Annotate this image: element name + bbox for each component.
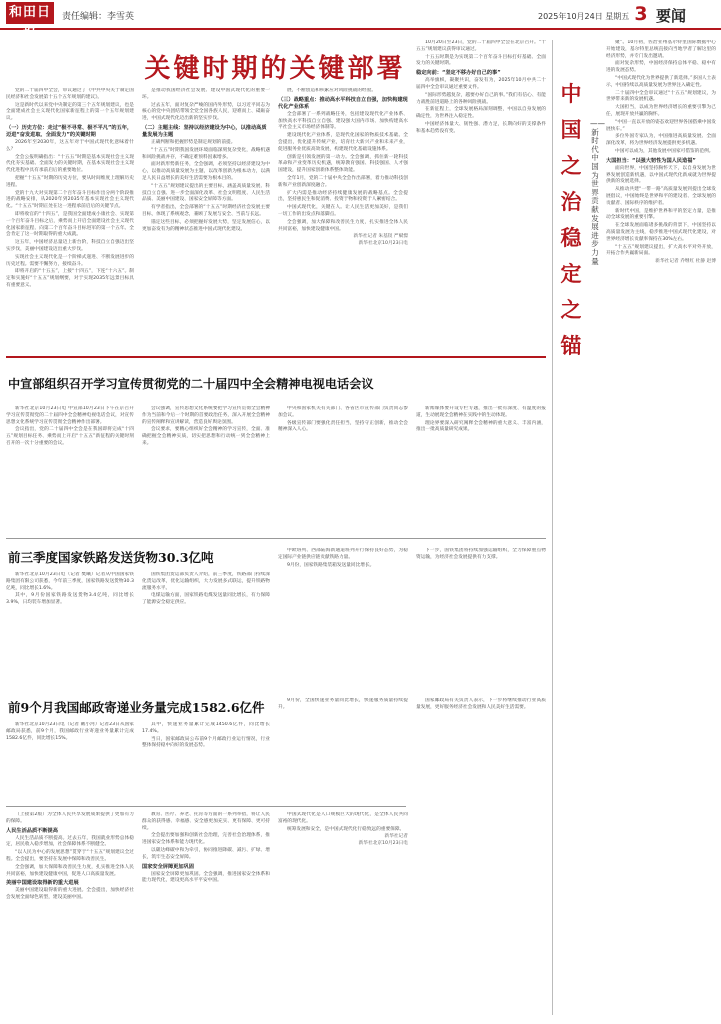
paragraph: 是推动我国经济社会发展、建设中国式现代化的重要一环。 <box>142 88 270 100</box>
rail-column-2 <box>142 572 270 692</box>
middle-column-3 <box>278 406 408 534</box>
page-number: 3 <box>634 3 648 25</box>
paragraph: （上接第2版）为全体人民共享发展成果提供了更加有力的保障。 <box>6 812 134 824</box>
dateline: 新华社北京10月23日电 <box>358 241 408 247</box>
paragraph: 中国式现代化是人口规模巨大的现代化，是全体人民共同富裕的现代化。 <box>278 812 408 824</box>
paragraph: 面对新形势新任务，全会强调，必须坚持以经济建设为中心，以推动高质量发展为主题，以改革创新为根本动力，以满足人民日益增长的美好生活需要为根本目的。 <box>142 162 270 181</box>
paragraph: 9月份，全国快递业务量同比增长，快递服务质量持续提升。 <box>278 698 408 710</box>
paragraph: 面对复杂形势，中国经济保持总体平稳、稳中有进的发展态势。 <box>606 61 716 74</box>
rail-column-4 <box>416 548 546 692</box>
paragraph: 以碳达峰碳中和为牵引，协同推进降碳、减污、扩绿、增长，筑牢生态安全屏障。 <box>142 847 270 860</box>
paragraph: 全年1月，党的二十届中央全会作出部署，着力推动科技创新和产业创新深度融合。 <box>278 175 408 188</box>
paragraph: 实现社会主义现代化是一个阶梯式递进、不断发展进步的历史过程。需要不懈努力，接续奋斗。 <box>6 254 134 267</box>
paragraph: 2026年至2030年，这五年对于中国式现代化意味着什么？ <box>6 139 134 152</box>
paragraph: 党的十九大对实现第二个百年奋斗目标作出分两个阶段推进的战略安排，从2020年到2035年基本实现社会主义现代化。“十五五”时期正处在这一进程承前启后的关键节点。 <box>6 190 134 210</box>
paragraph: 全会公报明确指出：“十五五”时期是基本实现社会主义现代化夯实基础、全面发力的关键时期，在基本实现社会主义现代化进程中具有承前启后的重要地位。 <box>6 154 134 174</box>
subheading: （二）主题主线：坚持以经济建设为中心，以推动高质量发展为主题 <box>142 124 267 138</box>
editor-credit: 责任编辑：李雪英 <box>62 12 135 22</box>
paragraph: 二十届四中全会审议通过“十五五”规划建议，为世界带来新的发展机遇。 <box>606 90 716 103</box>
byline: 新华社记者 朱基钗 严赋憬 <box>353 234 408 240</box>
paragraph: 这五年，中国经济总量迈上新台阶，科技自立自强迈出坚实步伐，美丽中国建设迈出重大步伐。 <box>6 240 134 252</box>
middle-headline: 中宣部组织召开学习宣传贯彻党的二十届四中全会精神电视电话会议 <box>8 377 374 391</box>
paragraph: “中国式现代化为世界提供了新选择。”多国人士表示，中国持续以高质量发展为世界注入确定性。 <box>606 75 716 88</box>
right-column <box>606 40 716 1015</box>
subheading: （一）历史方位：走过“极不寻常、极不平凡”的五年，迈进“奋发进取、全面发力”的关键时期 <box>6 124 133 138</box>
subheading: 国家安全屏障更加巩固 <box>142 863 194 870</box>
paragraph: 即将收官的“十四五”，是我国全面建成小康社会、实现第一个百年奋斗目标之后，乘势而上开启全面建设社会主义现代化国家新征程、向第二个百年奋斗目标进军的第一个五年。全会肯定了这一时期取得的重大成就。 <box>6 211 134 238</box>
paragraph: 中国经济体量大、韧性强、潜力足，长期向好的支撑条件和基本趋势没有变。 <box>416 121 546 134</box>
paragraph: 扩大内需是推动经济持续健康发展的战略基点。全会提出，坚持惠民生和促消费、投资于物和投资于人紧密结合。 <box>278 190 408 203</box>
subheading: （三）战略重点：推动高水平科技自立自强，加快构建现代化产业体系 <box>278 96 408 110</box>
paragraph: 面向世界，中国坚持胸怀天下，以自身发展为世界发展创造新机遇，以中国式现代化新成就为世界提供新的发展选择。 <box>606 165 716 185</box>
paragraph: 统筹发展和安全，是中国式现代化行稳致远的重要保障。 <box>287 826 405 832</box>
paragraph: 大国担当，以成为世界经济增长的重要引擎为己任，展现开放共赢的胸怀。 <box>606 105 716 117</box>
paragraph: 创新是引领发展的第一动力。全会强调，抓住新一轮科技革命和产业变革历史机遇，统筹教育强国、科技强国、人才强国建设，提升国家创新体系整体效能。 <box>278 154 408 174</box>
paragraph: 新华社北京10月23日电 中宣部10月23日下午在京召开学习宣传贯彻党的二十届四中全会精神电视电话会议，对宣传思想文化系统学习宣传贯彻全会精神作出部署。 <box>6 406 134 425</box>
section-divider <box>6 356 546 358</box>
paragraph: 国家邮政局有关负责人表示，下一步将继续推动行业高质量发展，更好服务经济社会发展和人民美好生活需要。 <box>416 698 546 710</box>
paragraph: 把握“十五五”时期的历史方位，要从时间维度上理解历史进程。 <box>6 175 134 188</box>
middle-column-4 <box>416 406 546 534</box>
paragraph: 电煤运输方面，国家铁路电煤发送量同比增长，有力保障了能源安全稳定供应。 <box>142 593 270 606</box>
paragraph: 在新征程上，全球发展格局深刻调整，中国以自身发展的确定性，为世界注入稳定性。 <box>416 107 546 120</box>
paragraph: 党的二十届四中全会，审议通过了《中共中央关于制定国民经济和社会发展第十五个五年规划的建议》。 <box>6 88 134 100</box>
paragraph: 会议强调，宣传思想文化系统要把学习宣传贯彻全会精神作为当前和今后一个时期的首要政治任务，深入开展全会精神的宣传阐释和宣讲解读，营造良好舆论氛围。 <box>142 406 270 425</box>
post-column-4 <box>416 698 546 802</box>
paragraph: 当日，国家邮政局公布前9个月邮政行业运行情况，行业整体保持稳中向好的发展态势。 <box>142 736 270 749</box>
byline: 新华社记者 乔继红 杜静 赵博 <box>655 259 716 265</box>
paragraph: 新华社北京10月23日电（记者 戴小河）记者23日从国家邮政局获悉，前9个月，我国邮政行业寄递业务量累计完成1582.6亿件，同比增长15%。 <box>6 722 134 741</box>
paragraph: 展，不断创造和积累应对风险挑战的经验。 <box>287 88 377 93</box>
side-article-subtitle: ——新时代中国为世界贡献发展进步力量 <box>590 119 605 266</box>
paragraph: 会议要求，要精心组织好全会精神的学习宣传，全面、准确把握全会精神实质，切实把思想和行动统一到全会精神上来。 <box>142 427 270 446</box>
paragraph: “以人民为中心的发展思想”贯穿于“十五五”规划建议全过程。全会提出，要坚持在发展中保障和改善民生。 <box>6 850 134 862</box>
paragraph: 在全球发展面临诸多挑战的背景下，中国坚持以高质量发展为主线，稳步推进中国式现代化建设，对世界经济增长贡献率保持在30%左右。 <box>606 223 716 242</box>
paragraph: 有学者指出，全会部署的“十五五”时期经济社会发展主要目标，体现了系统观念，兼顾了发展与安全、当前与长远。 <box>142 205 270 217</box>
paragraph: “国际形势越复杂，越要办好自己的事。”我们有信心、有能力战胜前进道路上的各种风险挑战。 <box>416 92 546 105</box>
paragraph: 其中，快递业务量累计完成1450.6亿件，同比增长17.4%。 <box>142 722 270 734</box>
lead-column-2 <box>142 88 270 350</box>
lead-column-1 <box>6 88 134 350</box>
paragraph: 各级宣传部门要强化责任担当，坚持守正创新，推动全会精神深入人心。 <box>278 420 408 433</box>
section-name: 要闻 <box>656 7 687 25</box>
paragraph: 这是新时代以来党中央制定的第三个五年规划建议，也是全面建成社会主义现代化国家新征程上的第一个五年规划建议。 <box>6 102 134 122</box>
subheading: 稳定向前：“坚定不移办好自己的事” <box>416 70 501 77</box>
newspaper-logo: 和田日报 <box>6 2 54 24</box>
paragraph: 其中，9月份国家铁路发送货物3.4亿吨，同比增长3.9%，日均装车增加显著。 <box>6 593 134 606</box>
paragraph: 正确判断和把握形势是制定规划的前提。 <box>151 139 236 145</box>
paragraph: 聚”。10月初，佐治亚州基尔特里国际数据中心开始建设，基尔特里总统直接向当地学者了解这里的经济形势，并专门发出邀请。 <box>606 40 716 59</box>
paragraph: 中欧班列、西部陆海新通道班列开行保持良好态势，为稳定国际产业链供应链贡献铁路力量。 <box>278 548 408 560</box>
lead-headline: 关键时期的关键部署 <box>144 54 406 84</box>
paragraph: 会议指出，党的二十届四中全会是在我国即将完成“十四五”规划目标任务、乘势而上开启“十五五”新征程的关键时刻召开的一次十分重要的会议。 <box>6 427 134 446</box>
post-column-1 <box>6 722 134 802</box>
paragraph: 全会强调，加大保障和改善民生力度，扎实推进全体人民共同富裕，加快建设健康中国。 <box>278 219 408 232</box>
paragraph: 中国式现代化，关键在人。让人民生活更加美好，是我们一切工作的出发点和落脚点。 <box>278 205 408 217</box>
post-column-3 <box>278 698 408 802</box>
middle-column-2 <box>142 406 270 534</box>
lead-column-4 <box>416 40 546 350</box>
article-divider <box>6 538 546 539</box>
paragraph: “中国一直以开放的姿态欢迎世界各国搭乘中国发展快车。” <box>606 119 716 132</box>
rail-column-1 <box>6 572 134 692</box>
paragraph: 国铁集团货运部负责人介绍，前三季度，铁路部门持续深化货运改革，优化运输组织，大力发展多式联运，提升铁路物流服务水平。 <box>142 572 270 591</box>
publication-date: 2025年10月24日 星期五 <box>538 12 630 21</box>
paragraph: 高举旗帜，凝聚共识，奋发有为，2025年10月中共二十届四中全会审议通过重要文件。 <box>416 78 546 90</box>
paragraph: 锚定这些目标，必须把握好发展大势，坚定发展信心，以更加奋发有为的精神状态推进中国式现代化建设。 <box>142 219 270 232</box>
paragraph: “十五五”时期我国发展环境面临深刻复杂变化，战略机遇和风险挑战并存，不确定难预料因素增多。 <box>142 147 270 160</box>
paragraph: 国家安全屏障更加巩固。全会强调，推进国家安全体系和能力现代化，建设更高水平平安中国。 <box>142 871 270 884</box>
paragraph: 中央和国家机关有关部门、各省区市宣传部门负责同志参加会议。 <box>278 406 408 418</box>
paragraph: 过去五年，面对复杂严峻的国内外形势，以习近平同志为核心的党中央团结带领全党全国各族人民，迎难而上、砥砺奋进，中国式现代化迈出新的坚实步伐。 <box>142 102 270 122</box>
paragraph: 全会部署了一系列战略任务，包括建设现代化产业体系、加快高水平科技自立自强、建设强大国内市场、加快构建高水平社会主义市场经济体制等。 <box>278 111 408 131</box>
post-column-2 <box>142 722 270 802</box>
paragraph: 新华社北京10月23日电（记者 樊曦）记者从中国国家铁路集团有限公司获悉，今年前三季度，国家铁路发送货物30.3亿吨，同比增长1.6%。 <box>6 572 134 591</box>
subheading: 人民生活品质不断提高 <box>6 827 58 834</box>
paragraph: “十五五”规划建议提出，扩大高水平对外开放，开拓合作共赢新局面。 <box>606 244 716 257</box>
paragraph: 教育、医疗、养老、托育等方面的一系列举措，将让人民群众的获得感、幸福感、安全感更加充实、更有保障、更可持续。 <box>142 812 270 831</box>
post-headline: 前9个月我国邮政寄递业务量完成1582.6亿件 <box>8 700 265 715</box>
paragraph: 十五五时期是为实现第二个百年奋斗目标打好基础、全面发力的关键时期。 <box>416 54 546 67</box>
lower-column-2 <box>142 812 270 1017</box>
paragraph: 建设现代化产业体系，是现代化国家的物质技术基础。全会提出，优化提升传统产业，培育壮大新兴产业和未来产业，促进服务业优质高效发展，构建现代化基础设施体系。 <box>278 133 408 152</box>
middle-column-1 <box>6 406 134 534</box>
paragraph: 理论界要深入研究阐释全会精神的重大意义、丰富内涵，推出一批高质量研究成果。 <box>416 420 546 433</box>
paragraph: 即将开启的“十五五”，上接“十四五”，下连“十六五”。制定和实施好“十五五”规划纲要，对于实现2035年远景目标具有重要意义。 <box>6 269 134 288</box>
byline: 新华社记者 <box>384 834 408 840</box>
paragraph: 全会提出要加强和创新社会治理，完善社会治理体系，推进国家安全体系和能力现代化。 <box>142 833 270 846</box>
paragraph: 人民生活品质不断提高。过去五年，我国就业形势总体稳定，居民收入稳步增加，社会保障体系不断健全。 <box>6 835 134 848</box>
paragraph: 9月份，国家铁路集装箱发送量同比增长。 <box>287 562 375 568</box>
paragraph: 10月20日至23日，党的二十届四中全会在北京召开。“十五五”规划建议获得审议通过。 <box>416 40 546 52</box>
lower-column-3 <box>278 812 408 1017</box>
paragraph: 全会强调，加大保障和改善民生力度，扎实推进全体人民共同富裕，加快建设健康中国，促进人口高质量发展。 <box>6 864 134 877</box>
column-divider <box>552 40 553 1015</box>
article-divider <box>6 806 406 807</box>
lead-column-3 <box>278 88 408 350</box>
paragraph: “十五五”规划建议提出的主要目标，涵盖高质量发展、科技自立自强、进一步全面深化改革、社会文明程度、人民生活品质、美丽中国建设、国家安全屏障等方面。 <box>142 183 270 203</box>
paragraph: 中国可以成为，其他发展中国家可借鉴的范例。 <box>615 148 714 154</box>
paragraph: 新时代中国，是维护世界和平的坚定力量，是推动全球发展的重要引擎。 <box>606 208 716 221</box>
dateline: 新华社北京10月23日电 <box>358 841 408 847</box>
paragraph: 美丽中国建设取得新的重大进展。全会提出，加快经济社会发展全面绿色转型，建设美丽中国。 <box>6 888 134 901</box>
subheading: 大国担当：“以强大韧性为国人民造福” <box>606 157 696 164</box>
paragraph: 新闻媒体要开设专栏专题，推出一批有深度、有温度的报道，生动展现全会精神在实践中的生动体现。 <box>416 406 546 418</box>
paragraph: 从推动共建“一带一路”高质量发展到提出全球发展倡议，中国始终是世界和平的建设者、全球发展的贡献者、国际秩序的维护者。 <box>606 187 716 206</box>
paragraph: 下一步，国铁集团将持续加强运输组织，全力保障重点物资运输，为经济社会发展提供有力支撑。 <box>416 548 546 560</box>
rail-headline: 前三季度国家铁路发送货物30.3亿吨 <box>8 550 214 565</box>
subheading: 美丽中国建设取得新的重大进展 <box>6 880 79 887</box>
rail-column-3 <box>278 548 408 692</box>
paragraph: 多位外国专家认为，中国推进高质量发展、全面深化改革，将为世界经济发展提供更多机遇。 <box>606 134 716 147</box>
side-article-title: 中国之治稳定之锚 <box>560 81 582 358</box>
lower-column-1 <box>6 812 134 1017</box>
